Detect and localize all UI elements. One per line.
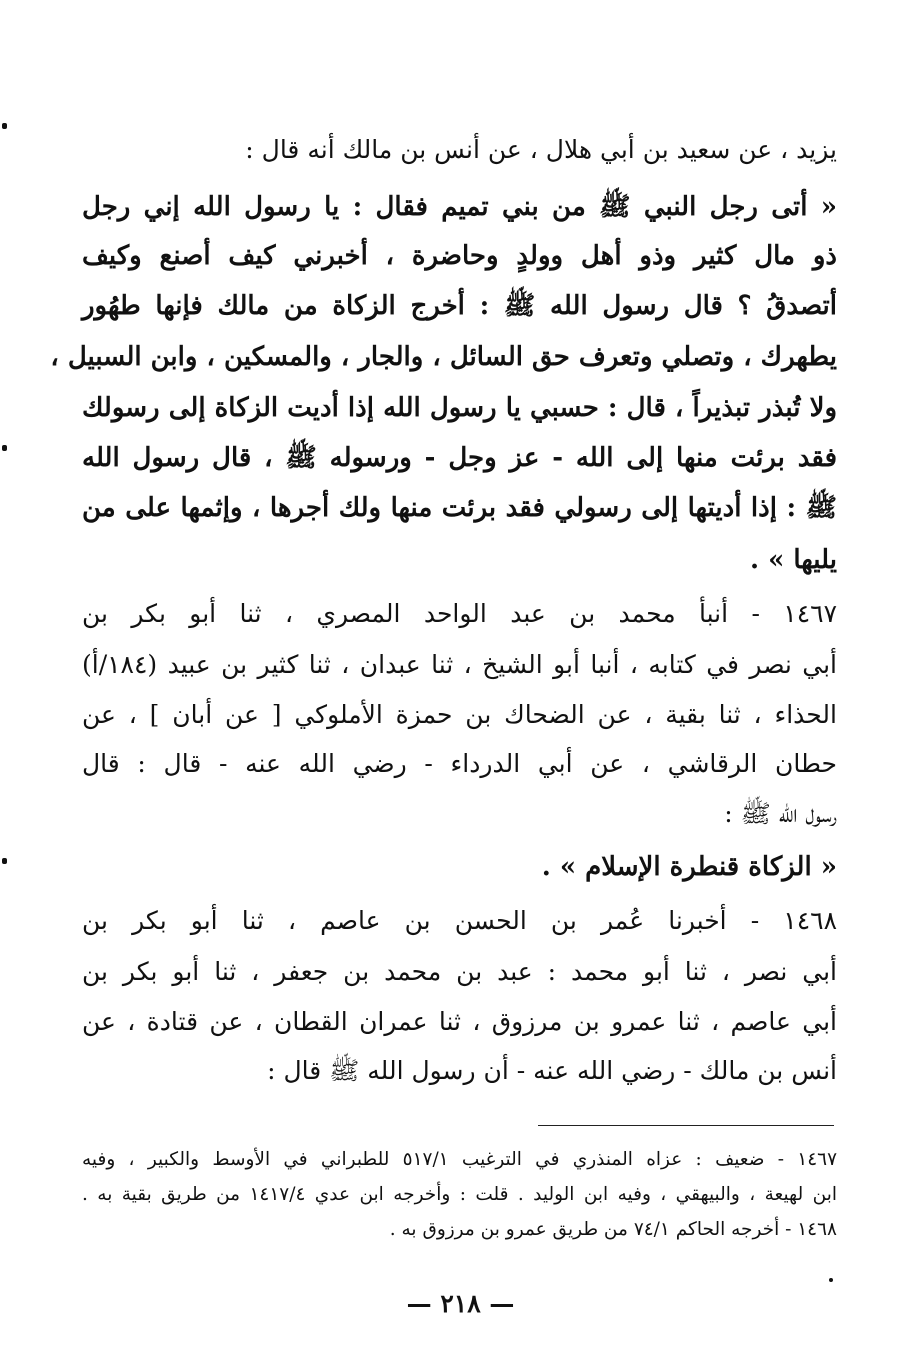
text-line-1: يزيد ، عن سعيد بن أبي هلال ، عن أنس بن مالك أنه قال :: [245, 135, 837, 164]
scan-speck: [2, 123, 7, 129]
hadith-line-6: فقد برئت منها إلى الله - عز وجل - ورسوله ﷺ ، قال رسول الله: [82, 443, 837, 473]
footnote-1467-line-1: ١٤٦٧ - ضعيف : عزاه المنذري في الترغيب ٥١٧/١ للطبراني في الأوسط والكبير ، وفيه: [82, 1149, 838, 1170]
isnad-1467-line-4: حطان الرقاشي ، عن أبي الدرداء - رضي الله عنه - قال : قال: [82, 749, 837, 778]
scan-speck: [2, 858, 7, 864]
scan-speck: [829, 1278, 833, 1282]
isnad-1468-line-1: ١٤٦٨ - أخبرنا عُمر بن الحسن بن عاصم ، ثنا أبو بكر بن: [82, 906, 837, 935]
isnad-1467-line-5: رسول الله ﷺ :: [724, 799, 837, 828]
isnad-1468-line-3: أبي عاصم ، ثنا عمرو بن مرزوق ، ثنا عمران القطان ، عن قتادة ، عن: [82, 1007, 837, 1036]
hadith-line-5: ولا تُبذر تبذيراً ، قال : حسبي يا رسول الله إذا أديت الزكاة إلى رسولك: [82, 393, 837, 423]
footnote-separator: [538, 1125, 834, 1126]
footnote-1467-line-2: ابن لهيعة ، والبيهقي ، وفيه ابن الوليد . قلت : وأخرجه ابن عدي ١٤١٧/٤ من طريق بقية به .: [82, 1184, 837, 1205]
hadith-line-8: يليها » .: [749, 545, 837, 575]
hadith-1467-text: « الزكاة قنطرة الإسلام » .: [541, 852, 837, 882]
hadith-line-2: ذو مال كثير وذو أهل وولدٍ وحاضرة ، أخبرني كيف أصنع وكيف: [82, 241, 837, 271]
footnote-1468: ١٤٦٨ - أخرجه الحاكم ٧٤/١ من طريق عمرو بن مرزوق به .: [389, 1219, 837, 1240]
page-number: — ٢١٨ —: [406, 1289, 515, 1318]
hadith-line-3: أتصدقُ ؟ قال رسول الله ﷺ : أخرج الزكاة من مالك فإنها طهُور: [82, 291, 837, 321]
isnad-1468-line-4: أنس بن مالك - رضي الله عنه - أن رسول الله ﷺ قال :: [267, 1056, 837, 1085]
hadith-line-1: « أتى رجل النبي ﷺ من بني تميم فقال : يا رسول الله إني رجل: [82, 192, 837, 222]
isnad-1467-line-3: الحذاء ، ثنا بقية ، عن الضحاك بن حمزة الأملوكي [ عن أبان ] ، عن: [82, 700, 837, 729]
hadith-line-4: يطهرك ، وتصلي وتعرف حق السائل ، والجار ، والمسكين ، وابن السبيل ،: [50, 342, 837, 372]
isnad-1467-line-2: أبي نصر في كتابه ، أنبا أبو الشيخ ، ثنا عبدان ، ثنا كثير بن عبيد (١٨٤/أ): [82, 650, 837, 679]
scan-speck: [2, 445, 7, 451]
hadith-line-7: ﷺ : إذا أديتها إلى رسولي فقد برئت منها ولك أجرها ، وإثمها على من: [82, 493, 837, 523]
isnad-1468-line-2: أبي نصر ، ثنا أبو محمد : عبد بن محمد بن جعفر ، ثنا أبو بكر بن: [82, 957, 837, 986]
isnad-1467-line-1: ١٤٦٧ - أنبأ محمد بن عبد الواحد المصري ، ثنا أبو بكر بن: [82, 599, 837, 628]
